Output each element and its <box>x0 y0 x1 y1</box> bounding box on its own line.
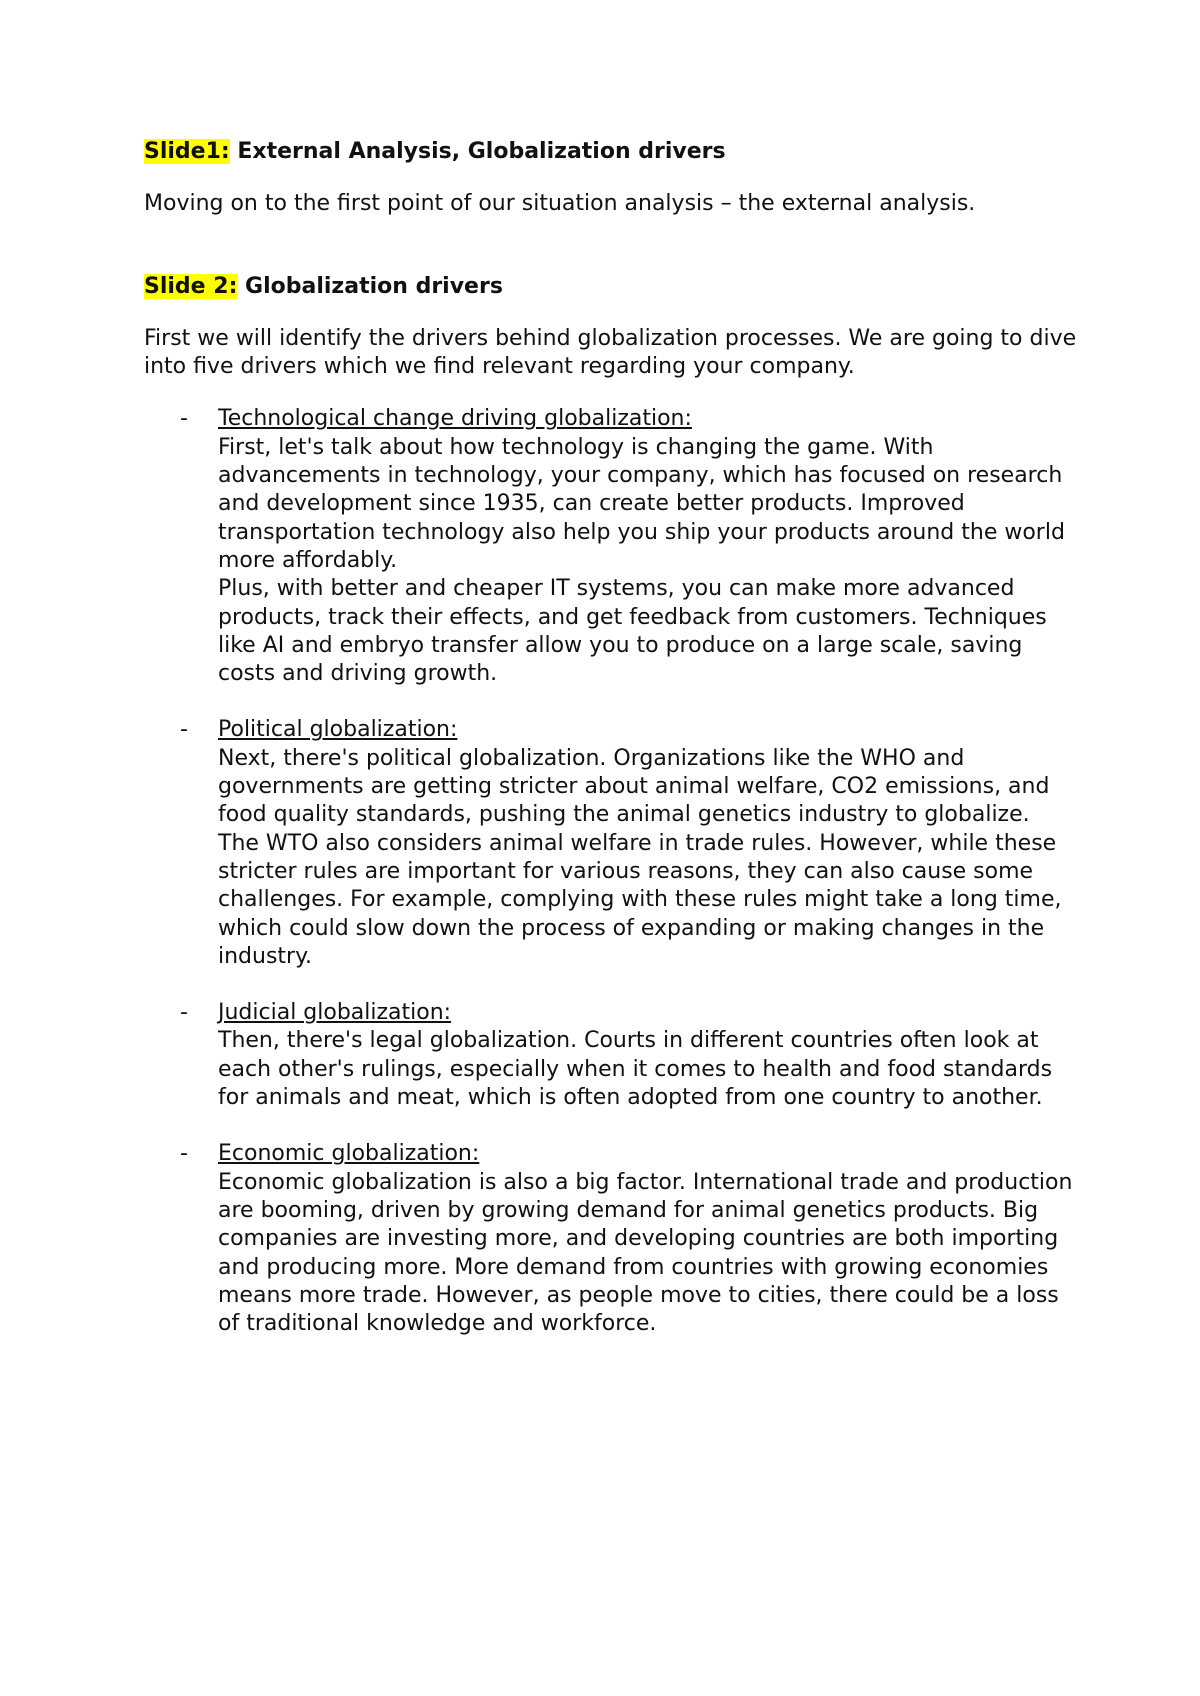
driver-judicial <box>144 999 1084 1112</box>
driver-paragraph: The WTO also considers animal welfare in trade rules. However, while these stricter rules are important for various reasons, they can also cause some challenges. For example, complying with these rules might take a long time, which could slow down the process of expanding or making changes in the industry. <box>218 830 1062 969</box>
driver-economic <box>144 1140 1084 1338</box>
slide-2-label: Slide 2: <box>144 273 238 299</box>
drivers-list <box>144 405 1084 1338</box>
driver-political <box>144 716 1084 971</box>
driver-title: Judicial globalization: <box>218 1000 452 1026</box>
bullet-dash: - <box>180 406 188 432</box>
driver-paragraph: Next, there's political globalization. Organizations like the WHO and governments are getting stricter about animal welfare, CO2 emissions, and food quality standards, pushing the animal genetics industry to globalize. <box>218 745 1050 828</box>
driver-paragraph: Then, there's legal globalization. Courts in different countries often look at each other's rulings, especially when it comes to health and food standards for animals and meat, which is often adopted from one country to another. <box>218 1028 1053 1111</box>
driver-paragraph: Economic globalization is also a big factor. International trade and production are booming, driven by growing demand for animal genetics products. Big companies are investing more, and developing countries are both importing and producing more. More demand from countries with growing economies means more trade. However, as people move to cities, there could be a loss of traditional knowledge and workforce. <box>218 1169 1073 1337</box>
slide-1-label: Slide1: <box>144 139 230 164</box>
driver-title: Economic globalization: <box>218 1141 480 1167</box>
slide-1-heading <box>144 138 1084 166</box>
slide-2-paragraph: First we will identify the drivers behind globalization processes. We are going to dive into five drivers which we find relevant regarding your company. <box>144 325 1077 380</box>
slide-1-title: External Analysis, Globalization drivers <box>237 139 726 164</box>
driver-technological <box>144 405 1084 688</box>
slide-2-heading <box>144 273 1084 301</box>
document-page <box>144 138 1084 1366</box>
bullet-dash: - <box>180 717 188 743</box>
driver-paragraph: First, let's talk about how technology is changing the game. With advancements in technology, your company, which has focused on research and development since 1935, can create better products. Improved transportation technology also help you ship your products around the world more affordably. <box>218 434 1065 573</box>
driver-title: Technological change driving globalization: <box>218 406 692 432</box>
bullet-dash: - <box>180 1000 188 1026</box>
driver-paragraph: Plus, with better and cheaper IT systems, you can make more advanced products, track their effects, and get feedback from customers. Techniques like AI and embryo transfer allow you to produce on a large scale, saving costs and driving growth. <box>218 576 1047 687</box>
bullet-dash: - <box>180 1141 188 1167</box>
driver-title: Political globalization: <box>218 717 458 743</box>
slide-1-paragraph: Moving on to the first point of our situation analysis – the external analysis. <box>144 191 976 217</box>
slide-2-title: Globalization drivers <box>245 273 503 299</box>
